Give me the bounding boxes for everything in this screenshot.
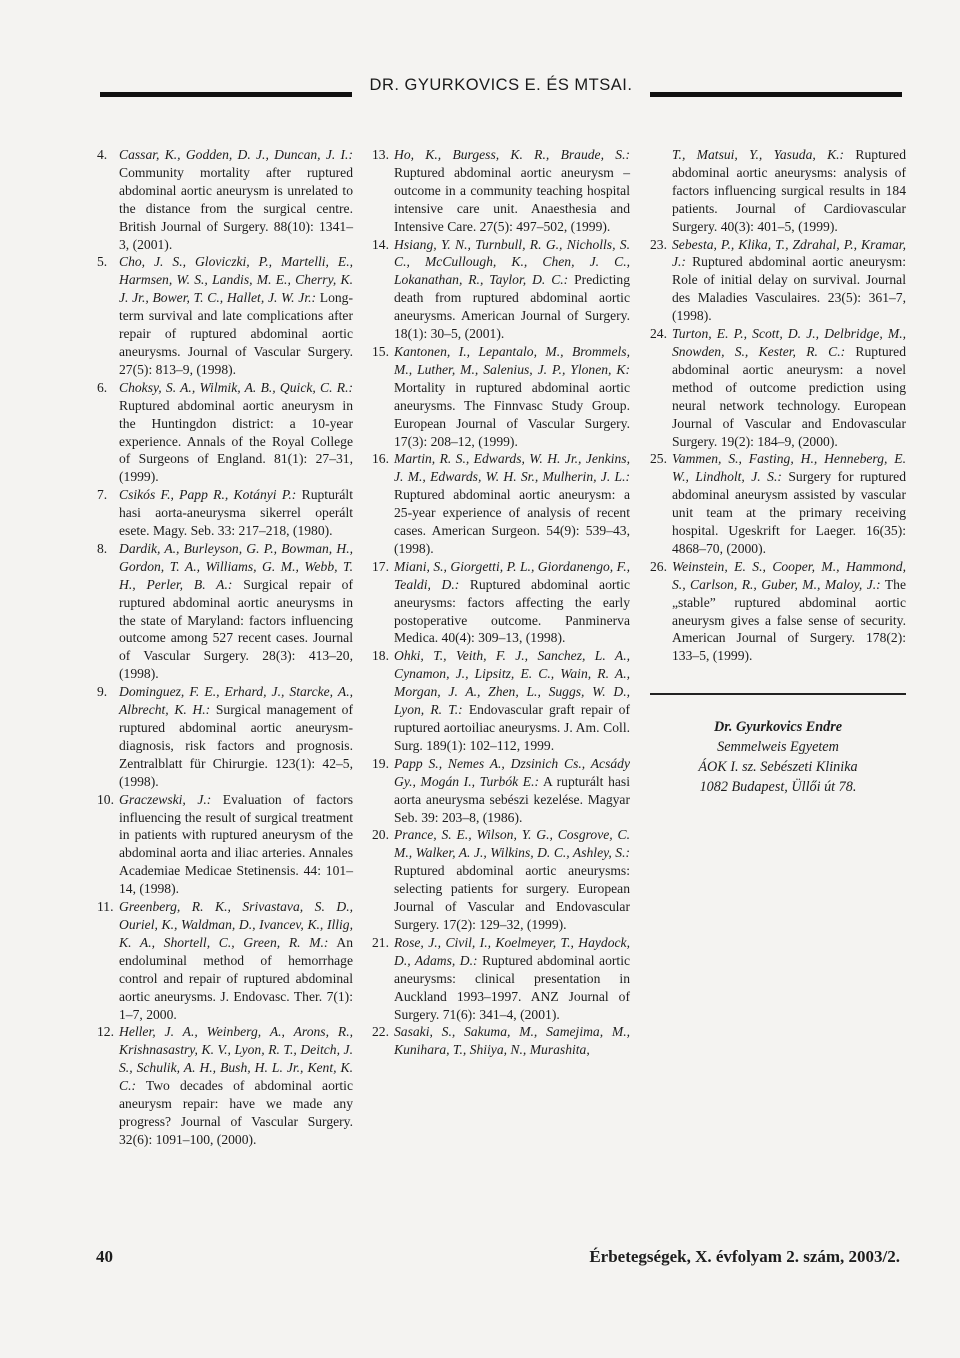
reference-item — [97, 146, 353, 253]
reference-text: Surgical management of ruptured abdominal aortic aneurysm-diagnosis, risk factors and prognosis. Zentralblatt für Chirurgie. 123(1): 42–5, (1998). — [119, 702, 353, 789]
reference-text: Predicting death from ruptured abdominal aortic aneurysms. American Journal of Surgery. 18(1): 30–5, (2001). — [394, 272, 630, 342]
reference-text: Ruptured abdominal aortic aneurysms: clinical presentation in Auckland 1993–1997. ANZ Journal of Surgery. 71(6): 341–4, (2001). — [394, 952, 631, 1022]
reference-body — [394, 146, 630, 236]
reference-text: Endovascular graft repair of ruptured aortoiliac aneurysms. J. Am. Coll. Surg. 189(1): 102–112, 1999. — [394, 702, 631, 753]
header-rule-left — [100, 92, 352, 97]
reference-text: Ruptured abdominal aortic aneurysm: a 25-year experience of analysis of recent cases. American Surgeon. 54(9): 539–43, (1998). — [394, 487, 630, 556]
reference-item — [650, 325, 906, 450]
reference-item — [372, 450, 630, 557]
reference-authors: Dominguez, F. E., Erhard, J., Starcke, A., Albrecht, K. H.: — [119, 684, 353, 718]
reference-number: 22. — [372, 1024, 389, 1040]
reference-number: 17. — [372, 558, 389, 574]
reference-authors: Weinstein, E. S., Cooper, M., Hammond, S., Carlson, R., Guber, M., Maloy, J.: — [672, 558, 906, 592]
reference-number: 20. — [372, 827, 389, 843]
reference-body — [119, 898, 353, 1023]
reference-item — [650, 236, 906, 326]
reference-body — [119, 791, 353, 898]
reference-authors: Rose, J., Civil, I., Koelmeyer, T., Haydock, D., Adams, D.: — [394, 934, 630, 968]
reference-body — [119, 486, 353, 540]
reference-item — [372, 826, 630, 933]
running-header: DR. GYURKOVICS E. ÉS MTSAI. — [369, 76, 633, 94]
reference-authors: Cassar, K., Godden, D. J., Duncan, J. I.: — [119, 147, 353, 162]
reference-text: Ruptured abdominal aortic aneurysms: factors affecting the early postoperative outcome. Panminerva Medica. 40(4): 309–13, (1998). — [394, 576, 630, 646]
reference-authors: Papp S., Nemes A., Dzsinich Cs., Acsády Gy., Mogán I., Turbók E.: — [394, 755, 630, 789]
reference-authors: Choksy, S. A., Wilmik, A. B., Quick, C. R.: — [119, 379, 353, 395]
address-clinic: ÁOK I. sz. Sebészeti Klinika — [698, 758, 858, 775]
reference-text: Ruptured abdominal aortic aneurysm: a novel method of outcome prediction using neural network technology. European Journal of Vascular and Endovascular Surgery. 19(2): 184–9, (2000). — [672, 343, 906, 449]
reference-column-3 — [650, 146, 906, 797]
reference-body — [672, 450, 906, 557]
reference-text: Mortality in ruptured abdominal aortic aneurysms. The Finnvasc Study Group. European Journal of Vascular Surgery. 17(3): 208–12, (1999). — [394, 379, 630, 449]
reference-authors: Sasaki, S., Sakuma, M., Samejima, M., Kunihara, T., Shiiya, N., Murashita, — [394, 1024, 630, 1058]
reference-number: 21. — [372, 934, 389, 950]
reference-authors: Ho, K., Burgess, K. R., Braude, S.: — [394, 147, 630, 162]
reference-number: 19. — [372, 755, 389, 771]
reference-text: Two decades of abdominal aortic aneurysm repair: have we made any progress? Journal of Vascular Surgery. 32(6): 1091–100, (2000). — [119, 1078, 353, 1147]
reference-list-3 — [650, 146, 906, 665]
reference-text: Ruptured abdominal aortic aneurysm – outcome in a community teaching hospital intensive care unit. Anaesthesia and Intensive Care. 27(5): 497–502, (1999). — [394, 164, 630, 234]
reference-column-1 — [97, 146, 353, 1149]
reference-text: Long-term survival and late complications after repair of ruptured abdominal aortic aneurysms. Journal of Vascular Surgery. 27(5): 813–9, (1998). — [119, 290, 354, 377]
reference-authors: Sebesta, P., Klika, T., Zdrahal, P., Kramar, J.: — [672, 236, 906, 270]
reference-number: 5. — [97, 254, 108, 270]
reference-number: 16. — [372, 451, 389, 467]
reference-body — [119, 1023, 353, 1148]
reference-body — [394, 236, 630, 343]
reference-number: 18. — [372, 648, 389, 664]
reference-body — [119, 379, 353, 486]
reference-item — [97, 540, 353, 683]
reference-number: 23. — [650, 236, 667, 252]
reference-item — [97, 791, 353, 898]
reference-body — [119, 683, 353, 790]
reference-number: 26. — [650, 558, 667, 574]
journal-footer: Érbetegségek, X. évfolyam 2. szám, 2003/2. — [589, 1247, 900, 1266]
reference-authors: Vammen, S., Fasting, H., Henneberg, E. W., Lindholt, J. S.: — [672, 451, 906, 485]
reference-item — [650, 450, 906, 557]
reference-number: 11. — [97, 899, 114, 915]
reference-number: 4. — [97, 147, 108, 162]
reference-item — [97, 898, 353, 1023]
reference-text: The „stable” ruptured abdominal aortic aneurysm gives a false sense of security. American Journal of Surgery. 178(2): 133–5, (1999). — [672, 576, 906, 664]
reference-number: 10. — [97, 791, 114, 807]
page-number: 40 — [96, 1247, 113, 1266]
reference-item — [97, 683, 353, 790]
reference-item — [372, 647, 630, 754]
reference-authors: Graczewski, J.: — [119, 791, 212, 807]
reference-body — [394, 450, 630, 557]
reference-text: Surgical repair of ruptured abdominal aortic aneurysms in the state of Maryland: factors influencing outcome among 527 recent cases. Journal of Vascular Surgery. 28(3): 413–20, (1998). — [119, 576, 354, 682]
reference-text: Rupturált hasi aorta-aneurysma sikerrel operált esete. Magy. Seb. 33: 217–218, (1980). — [119, 487, 353, 539]
reference-item — [97, 486, 353, 540]
reference-authors: Dardik, A., Burleyson, G. P., Bowman, H., Gordon, T. A., Williams, G. M., Webb, T. H., Perler, B. A.: — [119, 540, 353, 592]
reference-number: 14. — [372, 236, 389, 252]
reference-number: 13. — [372, 147, 389, 162]
reference-text: Ruptured abdominal aortic aneurysms: analysis of factors influencing surgical results in 184 patients. Journal of Cardiovascular Surgery. 40(3): 401–5, (1999). — [672, 147, 906, 234]
reference-text: Surgery for ruptured abdominal aneurysm assisted by vascular unit team at the primary receiving hospital. Ugeskrift for Laeger. 16(35): 4868–70, (2000). — [672, 469, 906, 556]
reference-authors: Ohki, T., Veith, F. J., Sanchez, L. A., Cynamon, J., Lipsitz, E. C., Wain, R. A., Morgan, J. A., Zhen, L., Suggs, W. D., Lyon, R. T.: — [394, 648, 630, 718]
reference-body — [394, 647, 630, 754]
reference-body — [119, 253, 353, 378]
reference-number: 9. — [97, 684, 108, 700]
reference-item — [650, 558, 906, 665]
reference-number: 8. — [97, 540, 108, 556]
reference-item — [372, 343, 630, 450]
reference-text: Community mortality after ruptured abdominal aortic aneurysm is unrelated to the distance from the surgical centre. British Journal of Surgery. 88(10): 1341–3, (2001). — [119, 164, 353, 252]
reference-item — [372, 1023, 630, 1059]
reference-text: A rupturált hasi aorta aneurysma sebészi kezelése. Magyar Seb. 39: 203–8, (1986). — [394, 773, 630, 825]
reference-text: Ruptured abdominal aortic aneurysm: Role of initial delay on survival. Journal des Maladies Vasculaires. 23(5): 361–7, (1998). — [672, 254, 906, 324]
reference-authors: Kantonen, I., Lepantalo, M., Brommels, M., Luther, M., Salenius, J. P., Ylonen, K: — [394, 343, 630, 377]
reference-authors: Prance, S. E., Wilson, Y. G., Cosgrove, C. M., Walker, A. J., Wilkins, D. C., Ashley, S.: — [394, 827, 630, 861]
reference-item — [97, 379, 353, 486]
reference-authors: Turton, E. P., Scott, D. J., Delbridge, M., Snowden, S., Kester, R. C.: — [672, 326, 906, 359]
reference-item — [372, 755, 630, 827]
header-rule-right — [650, 92, 902, 97]
reference-body — [394, 1023, 630, 1059]
reference-number: 12. — [97, 1024, 114, 1040]
reference-authors: Hsiang, Y. N., Turnbull, R. G., Nicholls, S. C., McCullough, K., Chen, J. C., Lokanathan, R., Taylor, D. C.: — [394, 236, 630, 288]
reference-number — [650, 146, 672, 236]
reference-body — [394, 934, 630, 1024]
reference-authors: Miani, S., Giorgetti, P. L., Giordanengo, F., Tealdi, D.: — [394, 558, 630, 592]
reference-body — [119, 540, 353, 683]
reference-number: 6. — [97, 379, 108, 395]
reference-number: 7. — [97, 487, 108, 503]
reference-body — [394, 343, 630, 450]
address-street: 1082 Budapest, Üllői út 78. — [699, 778, 857, 795]
reference-text: Ruptured abdominal aortic aneurysm in the Huntingdon district: a 10-year experience. Annals of the Royal College of Surgeons of England. 81(1): 27–31, (1999). — [119, 397, 353, 485]
reference-text: An endoluminal method of hemorrhage control and repair of ruptured abdominal aortic aneurysms. J. Endovasc. Ther. 7(1): 1–7, 2000. — [119, 934, 353, 1022]
reference-number: 15. — [372, 343, 389, 359]
reference-item — [650, 146, 906, 236]
reference-body — [672, 146, 906, 236]
reference-number: 25. — [650, 451, 667, 467]
reference-number: 24. — [650, 326, 667, 342]
reference-item — [372, 236, 630, 343]
reference-body — [119, 146, 353, 253]
reference-authors: Greenberg, R. K., Srivastava, S. D., Ouriel, K., Waldman, D., Ivancev, K., Illig, K. A., Shortell, C., Green, R. M.: — [119, 899, 353, 950]
author-address — [650, 717, 906, 797]
reference-text: Ruptured abdominal aortic aneurysms: selecting patients for surgery. European Journal of Vascular and Endovascular Surgery. 17(2): 129–32, (1999). — [394, 863, 630, 932]
reference-authors: T., Matsui, Y., Yasuda, K.: — [672, 147, 845, 162]
address-divider — [650, 693, 906, 695]
reference-body — [672, 325, 906, 450]
reference-item — [372, 558, 630, 648]
reference-body — [394, 558, 630, 648]
reference-item — [97, 1023, 353, 1148]
reference-body — [394, 826, 630, 933]
reference-authors: Heller, J. A., Weinberg, A., Arons, R., Krishnasastry, K. V., Lyon, R. T., Deitch, J. S., Schulik, A. H., Bush, H. L. Jr., Kent, K. C.: — [119, 1024, 353, 1094]
reference-text: Evaluation of factors influencing the result of surgical treatment in patients with ruptured aneurysm of the abdominal aorta and iliac arteries. Annales Academiae Medicae Stetinensis. 44: 101–14, (1998). — [119, 791, 353, 897]
reference-authors: Cho, J. S., Gloviczki, P., Martelli, E., Harmsen, W. S., Landis, M. E., Cherry, K. J. Jr., Bower, T. C., Hallet, J. W. Jr.: — [119, 254, 353, 306]
reference-item — [97, 253, 353, 378]
reference-authors: Martin, R. S., Edwards, W. H. Jr., Jenkins, J. M., Edwards, W. H. Sr., Mulherin, J. L.: — [394, 451, 630, 485]
reference-item — [372, 146, 630, 236]
reference-body — [672, 236, 906, 326]
reference-authors: Csikós F., Papp R., Kotányi P.: — [119, 487, 297, 503]
reference-body — [672, 558, 906, 665]
reference-body — [394, 755, 630, 827]
reference-column-2 — [372, 146, 630, 1059]
address-institution: Semmelweis Egyetem — [717, 738, 839, 755]
reference-item — [372, 934, 630, 1024]
author-name: Dr. Gyurkovics Endre — [713, 718, 843, 735]
